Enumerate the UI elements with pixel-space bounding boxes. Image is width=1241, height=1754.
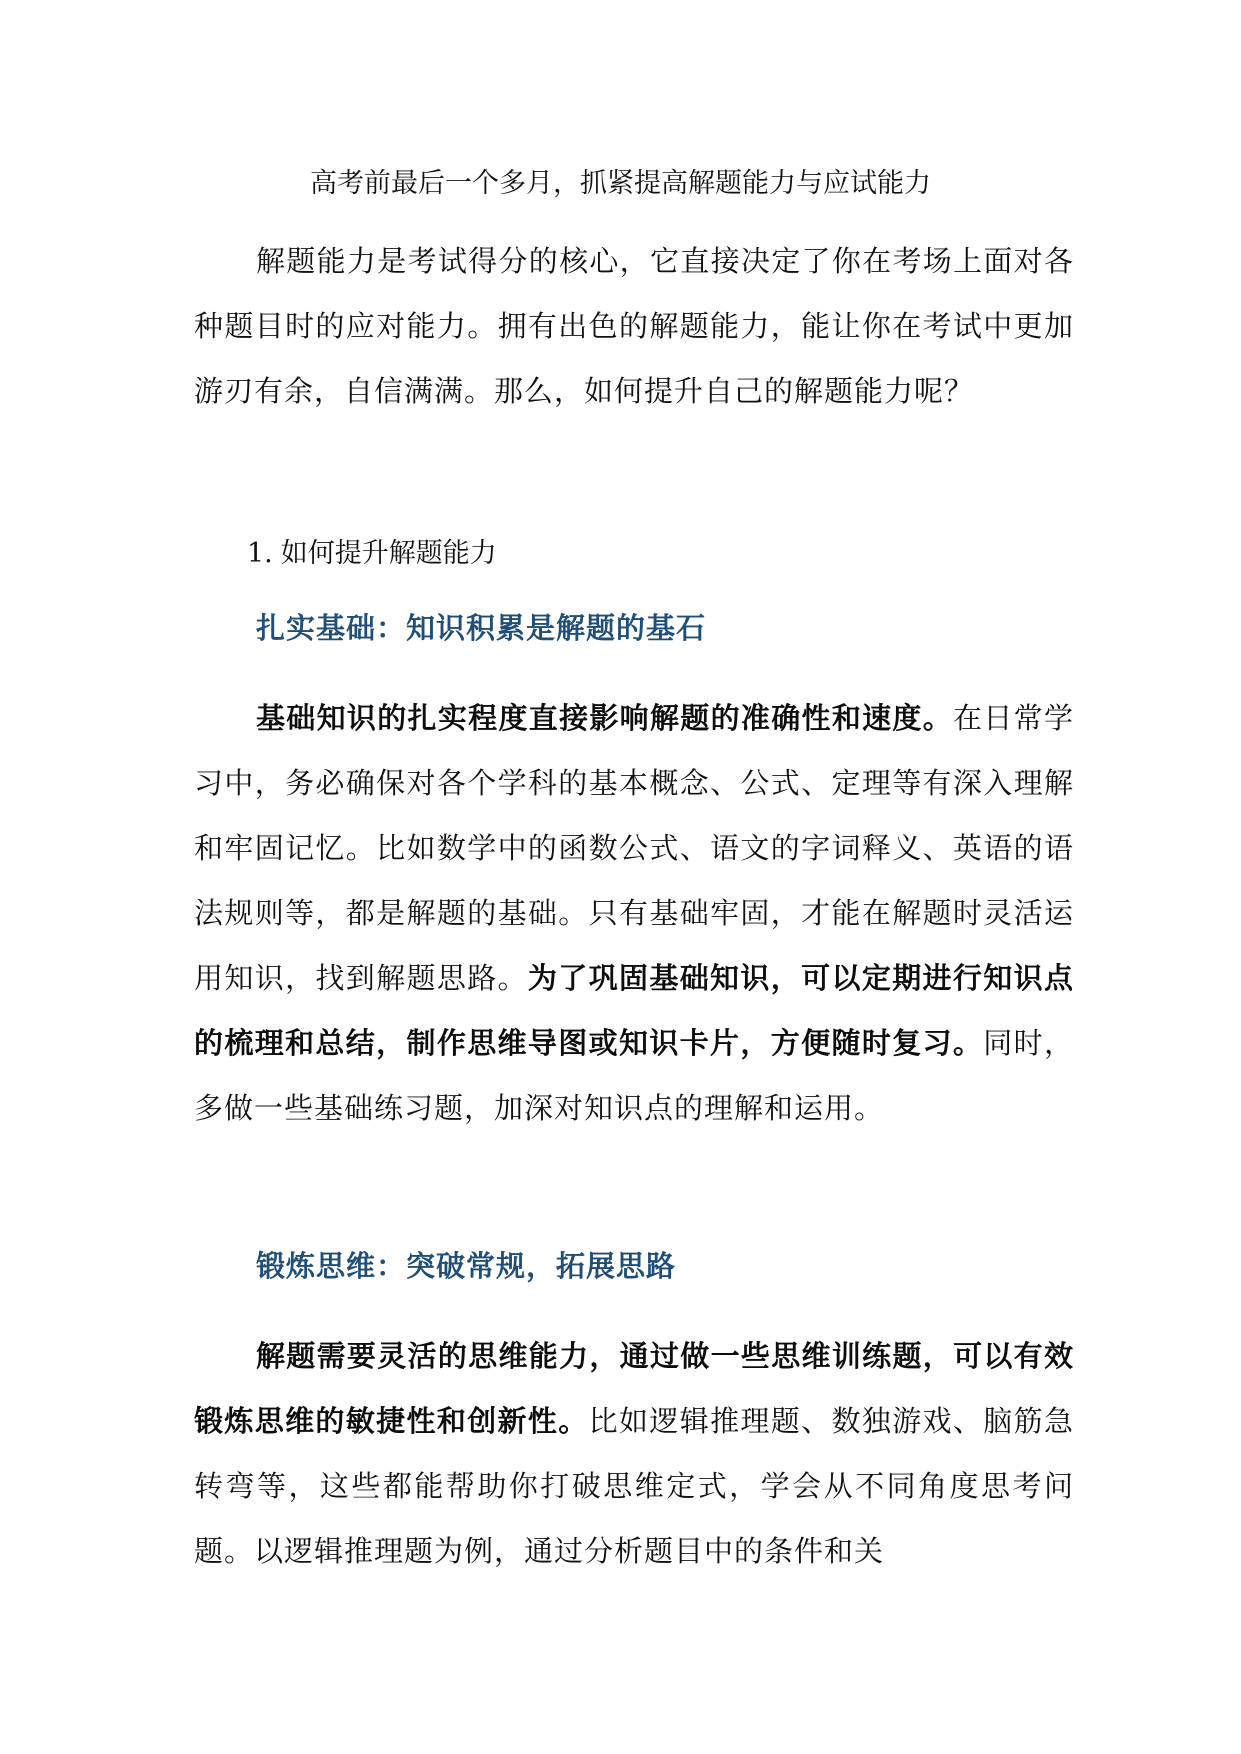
thinking-text-1: 比如逻辑推理题、数独游戏、脑筋急转弯等，这些都能帮助你打破思维定式，学会从不同角度思考问题。以逻辑推理题为例，通过分析题目中的条件和关: [194, 1404, 1074, 1568]
subheading-solid-foundation: 扎实基础：知识积累是解题的基石: [256, 611, 707, 645]
foundation-paragraph: [194, 686, 1074, 1141]
section-heading-text: 如何提升解题能力: [280, 538, 497, 569]
intro-paragraph: 解题能力是考试得分的核心，它直接决定了你在考场上面对各种题目时的应对能力。拥有出色的解题能力，能让你在考试中更加游刃有余，自信满满。那么，如何提升自己的解题能力呢？: [194, 244, 1074, 408]
section-heading-1: [247, 534, 497, 574]
thinking-bold-lead: 解题需要灵活的思维能力，通过做一些思维训练题，可以有效锻炼思维的敏捷性和创新性。: [194, 1339, 1074, 1438]
section-number: 1.: [247, 538, 273, 569]
foundation-text-1: 在日常学习中，务必确保对各个学科的基本概念、公式、定理等有深入理解和牢固记忆。比如数学中的函数公式、语文的字词释义、英语的语法规则等，都是解题的基础。只有基础牢固，才能在解题时灵活运用知识，找到解题思路。: [194, 701, 1074, 995]
document-title: 高考前最后一个多月，抓紧提高解题能力与应试能力: [310, 168, 931, 199]
foundation-bold-mid: 为了巩固基础知识，可以定期进行知识点的梳理和总结，制作思维导图或知识卡片，方便随时复习。: [194, 961, 1074, 1060]
foundation-bold-lead: 基础知识的扎实程度直接影响解题的准确性和速度。: [256, 701, 954, 735]
subheading-train-thinking: 锻炼思维：突破常规，拓展思路: [256, 1249, 677, 1283]
thinking-paragraph: [194, 1324, 1074, 1584]
foundation-text-2: 同时，多做一些基础练习题，加深对知识点的理解和运用。: [194, 1026, 1074, 1125]
